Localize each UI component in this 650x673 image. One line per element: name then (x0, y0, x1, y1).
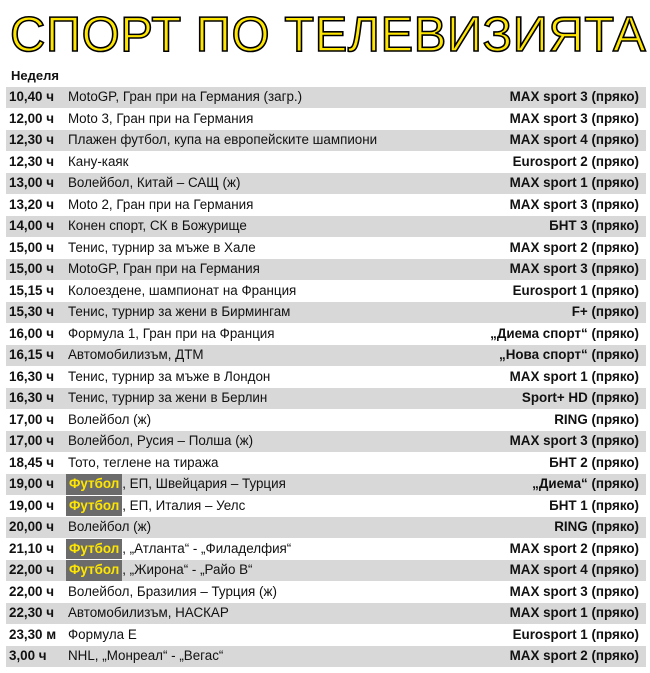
row-event-text: Moto 3, Гран при на Германия (68, 110, 254, 126)
row-time: 16,00 ч (9, 325, 55, 341)
row-channel: Eurosport 1 (пряко) (512, 282, 639, 298)
row-event (68, 216, 247, 237)
row-time: 22,00 ч (9, 562, 55, 577)
row-event-text: Конен спорт, СК в Божурище (68, 218, 247, 233)
schedule-row (6, 452, 646, 474)
row-time: 20,00 ч (9, 519, 55, 534)
row-channel: MAX sport 2 (пряко) (509, 239, 639, 255)
row-time: 12,30 ч (9, 132, 55, 147)
row-time: 17,00 ч (9, 411, 55, 427)
schedule-row (6, 215, 646, 237)
schedule-row (6, 86, 646, 108)
schedule-row (6, 430, 646, 452)
row-event-text: , ЕП, Швейцария – Турция (122, 476, 286, 491)
schedule-row (6, 581, 646, 603)
row-event (68, 560, 253, 581)
row-event-text: Тенис, турнир за жени в Берлин (68, 390, 268, 405)
schedule-row (6, 645, 646, 667)
row-event (68, 410, 151, 431)
row-channel: „Нова спорт“ (пряко) (499, 347, 639, 362)
row-time: 15,00 ч (9, 239, 55, 255)
row-time: 16,30 ч (9, 368, 55, 384)
schedule-row (6, 344, 646, 366)
row-event-text: Формула Е (68, 626, 137, 642)
row-time: 13,00 ч (9, 175, 55, 190)
row-event-text: Волейбол (ж) (68, 519, 152, 534)
row-channel: MAX sport 2 (пряко) (509, 648, 639, 663)
row-channel: MAX sport 3 (пряко) (509, 261, 639, 276)
row-time: 17,00 ч (9, 433, 55, 448)
row-time: 19,00 ч (9, 497, 55, 513)
row-event-text: MotoGP, Гран при на Германия (68, 261, 260, 276)
schedule-row (6, 280, 646, 302)
row-event (68, 603, 229, 624)
row-channel: MAX sport 3 (пряко) (509, 196, 639, 212)
row-channel: Eurosport 1 (пряко) (512, 626, 639, 642)
row-event (68, 87, 302, 108)
row-channel: MAX sport 4 (пряко) (509, 562, 639, 577)
row-time: 22,00 ч (9, 583, 55, 599)
row-time: 14,00 ч (9, 218, 55, 233)
row-event-text: , „Жирона“ - „Райо В“ (122, 562, 253, 577)
row-event (68, 302, 290, 323)
row-event (68, 453, 218, 474)
schedule-row (6, 602, 646, 624)
row-time: 10,40 ч (9, 89, 55, 104)
row-time: 15,15 ч (9, 282, 55, 298)
row-event-text: , ЕП, Италия – Уелс (122, 497, 246, 513)
row-event-text: , „Атланта“ - „Филаделфия“ (122, 540, 292, 556)
row-time: 12,00 ч (9, 110, 55, 126)
row-channel: Eurosport 2 (пряко) (512, 153, 639, 169)
row-event-text: Автомобилизъм, НАСКАР (68, 605, 229, 620)
schedule-row (6, 409, 646, 431)
row-event-text: Плажен футбол, купа на европейските шампиони (68, 132, 378, 147)
row-event (68, 345, 204, 366)
row-event (68, 539, 291, 560)
row-time: 15,00 ч (9, 261, 55, 276)
row-event (68, 474, 286, 495)
row-channel: MAX sport 4 (пряко) (509, 132, 639, 147)
row-event-text: Волейбол, Русия – Полша (ж) (68, 433, 254, 448)
row-event (68, 281, 296, 302)
row-event (68, 173, 240, 194)
row-channel: MAX sport 2 (пряко) (509, 540, 639, 556)
row-event (68, 152, 129, 173)
row-event-text: Moto 2, Гран при на Германия (68, 196, 254, 212)
sport-tag-badge: Футбол (66, 496, 122, 517)
row-channel: Sport+ HD (пряко) (521, 390, 639, 405)
row-event-text: Автомобилизъм, ДТМ (68, 347, 204, 362)
row-time: 13,20 ч (9, 196, 55, 212)
row-event-text: Тото, теглене на тиража (68, 454, 219, 470)
schedule-row (6, 495, 646, 517)
schedule-row (6, 538, 646, 560)
row-channel: F+ (пряко) (571, 304, 639, 319)
row-event-text: Тенис, турнир за жени в Бирмингам (68, 304, 291, 319)
day-heading: Неделя (11, 68, 59, 83)
page-title: СПОРТ ПО ТЕЛЕВИЗИЯТА (10, 8, 647, 62)
row-channel: MAX sport 3 (пряко) (509, 89, 639, 104)
row-channel: MAX sport 1 (пряко) (509, 175, 639, 190)
schedule-row (6, 129, 646, 151)
row-event-text: Волейбол (ж) (68, 411, 152, 427)
row-event (68, 431, 253, 452)
row-time: 3,00 ч (9, 648, 47, 663)
schedule-row (6, 151, 646, 173)
row-channel: „Диема“ (пряко) (532, 476, 639, 491)
row-time: 16,15 ч (9, 347, 55, 362)
row-channel: RING (пряко) (554, 519, 639, 534)
row-channel: БНТ 1 (пряко) (549, 497, 639, 513)
row-event (68, 259, 260, 280)
schedule-row (6, 172, 646, 194)
schedule-row (6, 258, 646, 280)
row-channel: MAX sport 3 (пряко) (509, 433, 639, 448)
sport-tag-badge: Футбол (66, 560, 122, 581)
row-event (68, 496, 245, 517)
schedule-row (6, 237, 646, 259)
row-channel: MAX sport 1 (пряко) (509, 605, 639, 620)
schedule-row (6, 301, 646, 323)
row-event-text: NHL, „Монреал“ - „Вегас“ (68, 648, 224, 663)
schedule-row (6, 473, 646, 495)
row-event-text: Волейбол, Бразилия – Турция (ж) (68, 583, 277, 599)
row-event (68, 367, 270, 388)
sport-tag-badge: Футбол (66, 539, 122, 560)
row-event-text: Тенис, турнир за мъже в Лондон (68, 368, 271, 384)
schedule-row (6, 366, 646, 388)
row-time: 16,30 ч (9, 390, 55, 405)
row-channel: RING (пряко) (554, 411, 639, 427)
schedule-row (6, 323, 646, 345)
row-event (68, 130, 377, 151)
row-channel: MAX sport 1 (пряко) (509, 368, 639, 384)
row-channel: БНТ 3 (пряко) (549, 218, 639, 233)
schedule-row (6, 624, 646, 646)
schedule-row (6, 108, 646, 130)
row-time: 15,30 ч (9, 304, 55, 319)
row-event-text: Формула 1, Гран при на Франция (68, 325, 275, 341)
row-event (68, 646, 223, 667)
row-event (68, 517, 151, 538)
row-time: 21,10 ч (9, 540, 55, 556)
schedule-row (6, 194, 646, 216)
row-event (68, 195, 253, 216)
row-channel: „Диема спорт“ (пряко) (490, 325, 639, 341)
schedule-row (6, 559, 646, 581)
row-event (68, 238, 256, 259)
row-channel: БНТ 2 (пряко) (549, 454, 639, 470)
row-event-text: Кану-каяк (68, 153, 129, 169)
row-time: 19,00 ч (9, 476, 55, 491)
row-event (68, 388, 267, 409)
row-event-text: Волейбол, Китай – САЩ (ж) (68, 175, 241, 190)
row-time: 18,45 ч (9, 454, 55, 470)
row-channel: MAX sport 3 (пряко) (509, 110, 639, 126)
row-event (68, 324, 275, 345)
row-event-text: Тенис, турнир за мъже в Хале (68, 239, 256, 255)
row-channel: MAX sport 3 (пряко) (509, 583, 639, 599)
row-event-text: MotoGP, Гран при на Германия (загр.) (68, 89, 303, 104)
row-event-text: Колоездене, шампионат на Франция (68, 282, 297, 298)
row-event (68, 625, 137, 646)
row-time: 23,30 м (9, 626, 57, 642)
schedule-row (6, 387, 646, 409)
row-time: 12,30 ч (9, 153, 55, 169)
sport-tag-badge: Футбол (66, 474, 122, 495)
row-event (68, 109, 253, 130)
schedule-row (6, 516, 646, 538)
row-time: 22,30 ч (9, 605, 55, 620)
row-event (68, 582, 277, 603)
schedule-table (6, 86, 646, 667)
